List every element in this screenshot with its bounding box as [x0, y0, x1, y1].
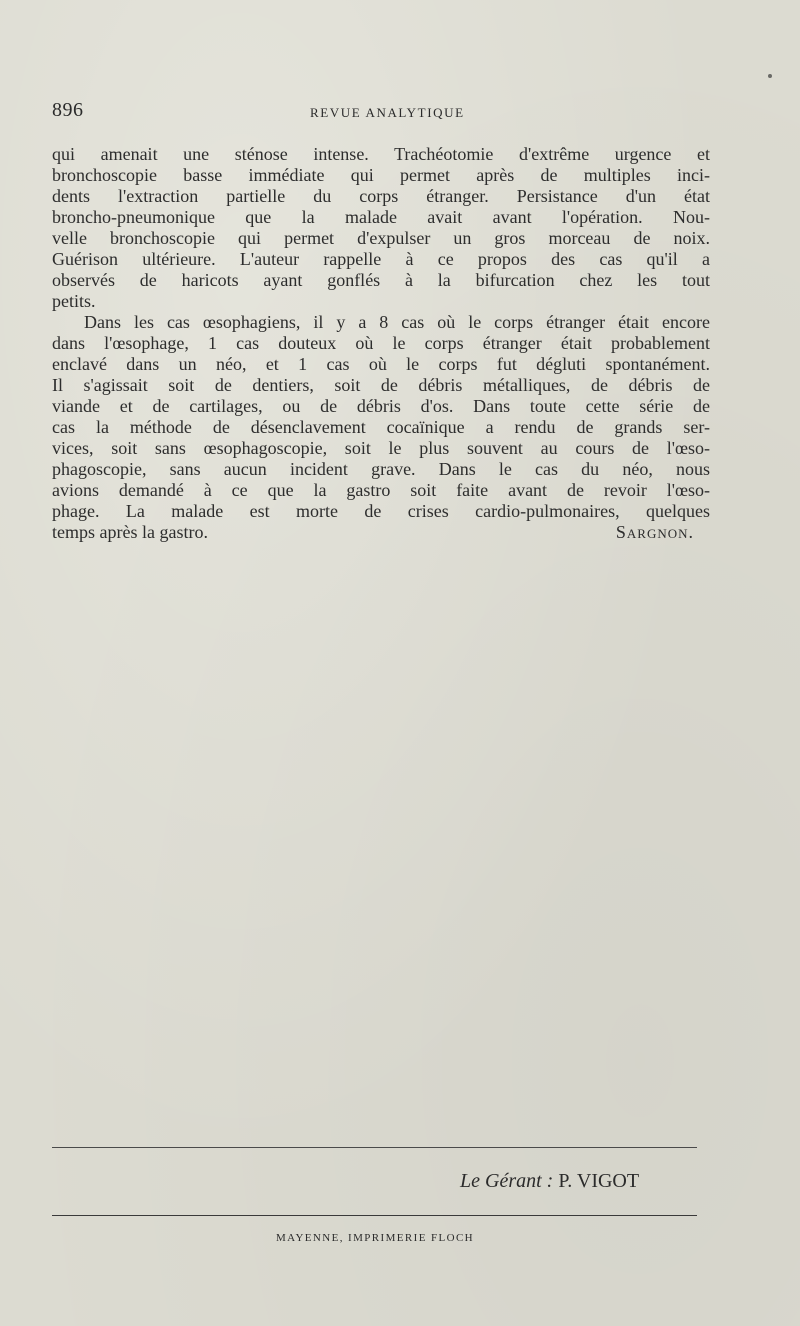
gerant-name: P. VIGOT — [558, 1170, 640, 1192]
article-body — [52, 144, 710, 543]
text-line: temps après la gastro. — [52, 522, 208, 542]
text-line: qui amenait une sténose intense. Trachéotomie d'extrême urgence et — [52, 144, 710, 164]
footer-rule-top — [52, 1147, 697, 1148]
footer-rule-bottom — [52, 1215, 697, 1216]
text-line: Il s'agissait soit de dentiers, soit de débris métalliques, de débris de — [52, 375, 710, 395]
text-line: Guérison ultérieure. L'auteur rappelle à ce propos des cas qu'il a — [52, 249, 710, 269]
running-title: REVUE ANALYTIQUE — [310, 105, 465, 120]
ink-speck — [768, 74, 772, 78]
closing-line — [52, 522, 710, 543]
text-line: dans l'œsophage, 1 cas douteux où le corps étranger était probablement — [52, 333, 710, 353]
printer-imprint: MAYENNE, IMPRIMERIE FLOCH — [275, 1232, 475, 1244]
text-line: avions demandé à ce que la gastro soit faite avant de revoir l'œso- — [52, 480, 710, 500]
text-line: Dans les cas œsophagiens, il y a 8 cas où le corps étranger était encore — [84, 312, 710, 332]
text-line: broncho-pneumonique que la malade avait avant l'opération. Nou- — [52, 207, 710, 227]
text-line: petits. — [52, 291, 96, 311]
author-signature: Sargnon. — [615, 522, 694, 542]
text-line: cas la méthode de désenclavement cocaïnique a rendu de grands ser- — [52, 417, 710, 437]
text-line: phage. La malade est morte de crises cardio-pulmonaires, quelques — [52, 501, 710, 521]
gerant-line — [460, 1170, 639, 1193]
text-line: dents l'extraction partielle du corps étranger. Persistance d'un état — [52, 186, 710, 206]
page-number: 896 — [52, 99, 84, 121]
text-line: enclavé dans un néo, et 1 cas où le corps fut dégluti spontanément. — [52, 354, 710, 374]
text-line: bronchoscopie basse immédiate qui permet après de multiples inci- — [52, 165, 710, 185]
page-header — [52, 99, 662, 123]
paragraph-oesophageal-cases — [52, 312, 710, 543]
text-line: velle bronchoscopie qui permet d'expulser un gros morceau de noix. — [52, 228, 710, 248]
paragraph-continued — [52, 144, 710, 312]
text-line: vices, soit sans œsophagoscopie, soit le plus souvent au cours de l'œso- — [52, 438, 710, 458]
text-line: viande et de cartilages, ou de débris d'os. Dans toute cette série de — [52, 396, 710, 416]
gerant-label: Le Gérant : — [460, 1170, 554, 1192]
text-line: phagoscopie, sans aucun incident grave. Dans le cas du néo, nous — [52, 459, 710, 479]
text-line: observés de haricots ayant gonflés à la bifurcation chez les tout — [52, 270, 710, 290]
